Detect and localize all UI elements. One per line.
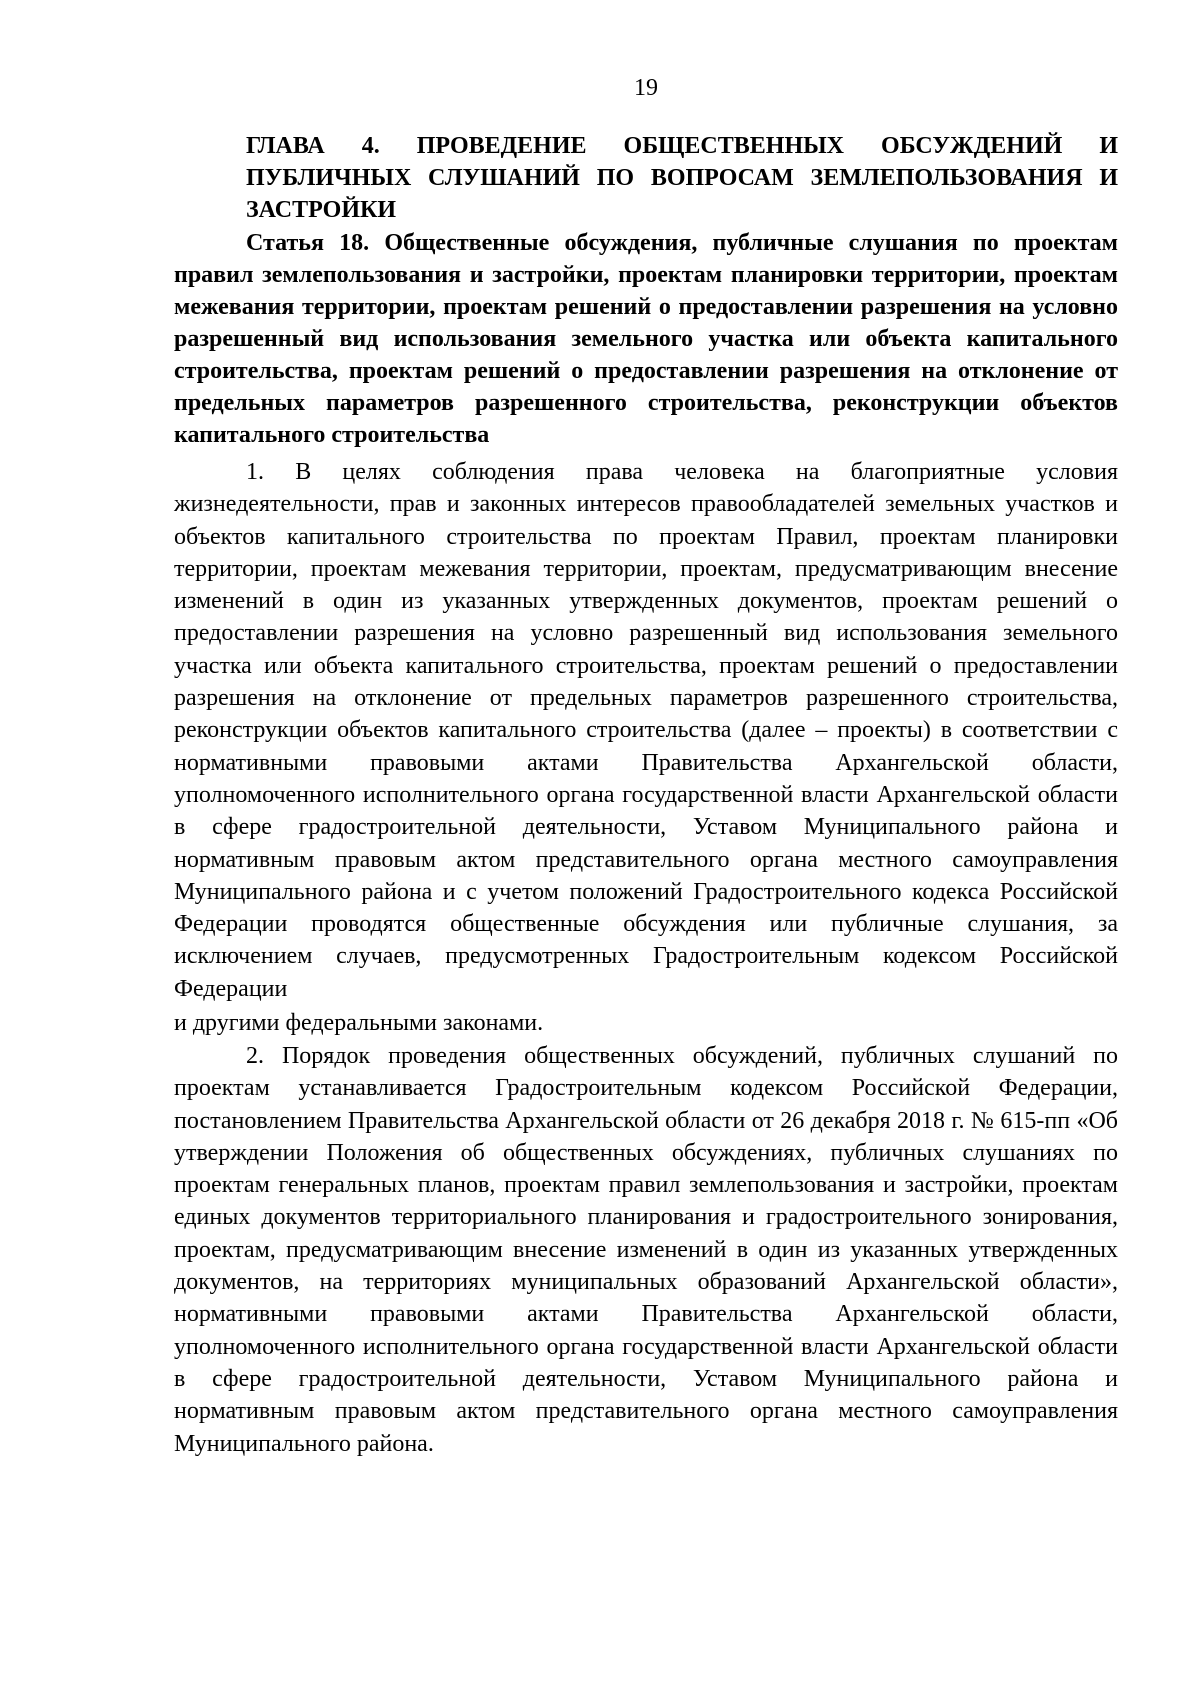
paragraph-1: 1. В целях соблюдения права человека на благоприятные условия жизнедеятельности, прав и законных интересов правообладателей земельных участков и объектов капитального строительства по проектам Правил, проектам планировки территории, проектам межевания территории, проектам, предусматривающим внесение изменений в один из указанных утвержденных документов, проектам решений о предоставлении разрешения на условно разрешенный вид использования земельного участка или объекта капитального строительства, проектам решений о предоставлении разрешения на отклонение от предельных параметров разрешенного строительства, реконструкции объектов капитального строительства (далее – проекты) в соответствии с нормативными правовыми актами Правительства Архангельской области, уполномоченного исполнительного органа государственной власти Архангельской области в сфере градостроительной деятельности, Уставом Муниципального района и нормативным правовым актом представительного органа местного самоуправления Муниципального района и с учетом положений Градостроительного кодекса Российской Федерации проводятся общественные обсуждения или публичные слушания, за исключением случаев, предусмотренных Градостроительным кодексом Российской Федерации: [174, 459, 1118, 1002]
chapter-heading: ГЛАВА 4. ПРОВЕДЕНИЕ ОБЩЕСТВЕННЫХ ОБСУЖДЕНИЙ И ПУБЛИЧНЫХ СЛУШАНИЙ ПО ВОПРОСАМ ЗЕМЛЕПОЛЬЗОВАНИЯ И ЗАСТРОЙКИ: [246, 133, 1118, 223]
paragraph-1-continuation: и другими федеральными законами.: [174, 1010, 544, 1036]
paragraph-2: 2. Порядок проведения общественных обсуждений, публичных слушаний по проектам устанавливается Градостроительным кодексом Российской Федерации, постановлением Правительства Архангельской области от 26 декабря 2018 г. № 615-пп «Об утверждении Положения об общественных обсуждениях, публичных слушаниях по проектам генеральных планов, проектам правил землепользования и застройки, проектам единых документов территориального планирования и градостроительного зонирования, проектам, предусматривающим внесение изменений в один из указанных утвержденных документов, на территориях муниципальных образований Архангельской области», нормативными правовыми актами Правительства Архангельской области, уполномоченного исполнительного органа государственной власти Архангельской области в сфере градостроительной деятельности, Уставом Муниципального района и нормативным правовым актом представительного органа местного самоуправления Муниципального района.: [174, 1043, 1118, 1457]
page-number: 19: [634, 75, 658, 101]
article-heading: Статья 18. Общественные обсуждения, публичные слушания по проектам правил землепользования и застройки, проектам планировки территории, проектам межевания территории, проектам решений о предоставлении разрешения на условно разрешенный вид использования земельного участка или объекта капитального строительства, проектам решений о предоставлении разрешения на отклонение от предельных параметров разрешенного строительства, реконструкции объектов капитального строительства: [174, 230, 1118, 448]
